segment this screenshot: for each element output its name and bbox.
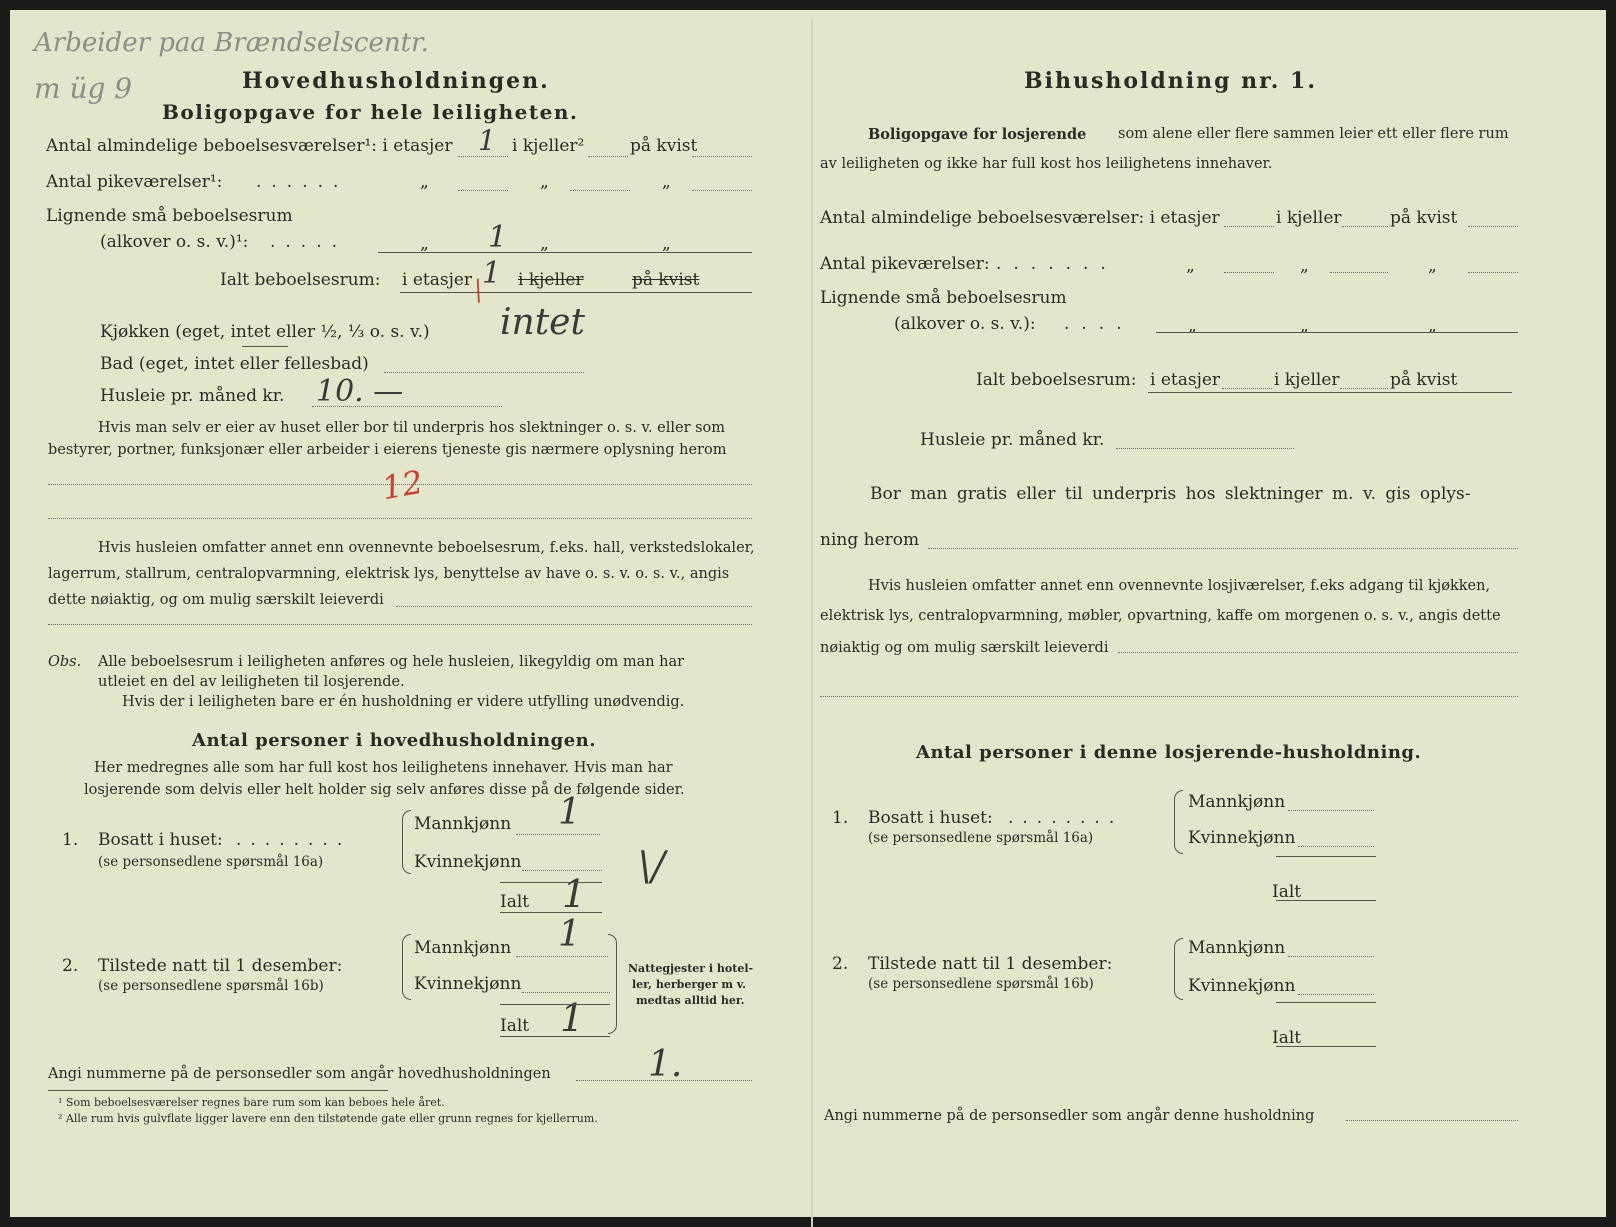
- eier-instruction-line2: bestyrer, portner, funksjonær eller arbeider i eierens tjeneste gis nærmere oplysning herom: [48, 442, 727, 458]
- left-title: Hovedhusholdningen.: [242, 68, 550, 94]
- q1-ialt-line-top: [1276, 856, 1376, 857]
- handwritten-q2-ialt: 1: [560, 996, 585, 1040]
- ditto-mark: „: [1428, 256, 1437, 276]
- obs-line3: Hvis der i leiligheten bare er én husholdning er videre utfylling unødvendig.: [122, 694, 685, 710]
- line-eier-1: [48, 484, 752, 485]
- line-angi: [576, 1080, 752, 1081]
- ditto-mark: „: [1188, 316, 1197, 336]
- q2-mannkjonn: Mannkjønn: [414, 938, 512, 958]
- left-subtitle: Boligopgave for hele leiligheten.: [162, 100, 579, 124]
- row-antal-almindelige: Antal almindelige beboelsesværelser: i etasjer: [820, 208, 1220, 228]
- line-pike-etasjer: [458, 190, 508, 191]
- line-ialt: [1148, 392, 1512, 393]
- q1-kvinne-line: [1298, 846, 1374, 847]
- row-pikevaerelser: Antal pikeværelser:: [820, 254, 990, 274]
- q2-ialt: Ialt: [1272, 1028, 1302, 1048]
- row-lignende: Lignende små beboelsesrum: [820, 288, 1067, 308]
- q2-number: 2.: [62, 956, 79, 976]
- handwritten-kjokken: intet: [500, 302, 585, 343]
- q2-ialt-line-top: [1276, 1002, 1376, 1003]
- nattegjester-line1: Nattegjester i hotel-: [628, 962, 754, 975]
- q1-kvinnekjonn: Kvinnekjønn: [1188, 828, 1296, 848]
- intro-line2: av leiligheten og ikke har full kost hos leilighetens innehaver.: [820, 156, 1273, 172]
- q1-mann-line: [516, 834, 600, 835]
- q1-kvinnekjonn: Kvinnekjønn: [414, 852, 522, 872]
- omfatter-line1: Hvis husleien omfatter annet enn ovennevnte losjiværelser, f.eks adgang til kjøkken,: [868, 578, 1491, 594]
- line-omfatter-2: [48, 624, 752, 625]
- ialt-kjeller-struck: i kjeller: [518, 270, 584, 290]
- row-kjokken: Kjøkken (eget, intet eller ½, ⅓ o. s. v.): [100, 322, 430, 342]
- handwritten-q1-mann: 1: [558, 792, 581, 833]
- q1-label: Bosatt i huset:: [98, 830, 223, 850]
- q1-sub: (se personsedlene spørsmål 16a): [98, 854, 324, 870]
- census-form-sheet: [10, 10, 1606, 1217]
- obs-line1: Alle beboelsesrum i leiligheten anføres og hele husleien, likegyldig om man har: [98, 654, 685, 670]
- omfatter-line3: dette nøiaktig, og om mulig særskilt leieverdi: [48, 592, 384, 608]
- leader-dots: .....: [270, 232, 348, 252]
- q2-ialt: Ialt: [500, 1016, 530, 1036]
- line-omfatter-2: [820, 696, 1518, 697]
- row-pikevaerelser: Antal pikeværelser¹:: [46, 172, 223, 192]
- line-kvist: [692, 156, 752, 157]
- q1-label: Bosatt i huset:: [868, 808, 993, 828]
- q2-number: 2.: [832, 954, 849, 974]
- row-ialt-beboelsesrum: Ialt beboelsesrum:: [976, 370, 1137, 390]
- q2-mann-line: [1288, 956, 1374, 957]
- q1-mann-line: [1288, 810, 1374, 811]
- row-ialt-beboelsesrum: Ialt beboelsesrum:: [220, 270, 381, 290]
- q2-kvinnekjonn: Kvinnekjønn: [414, 974, 522, 994]
- ialt-kvist: på kvist: [1390, 370, 1458, 390]
- q1-ialt: Ialt: [500, 892, 530, 912]
- q2-ialt-line-bottom: [500, 1036, 610, 1037]
- q2-kvinne-line: [522, 992, 610, 993]
- leader-dots: .......: [996, 254, 1118, 274]
- red-mark-12: 12: [379, 462, 426, 508]
- line-ialt-kjeller: [1340, 388, 1388, 389]
- line-omfatter-1: [1118, 652, 1518, 653]
- q2-sub: (se personsedlene spørsmål 16b): [868, 976, 1094, 992]
- q2-label: Tilstede natt til 1 desember:: [98, 956, 343, 976]
- nattegjester-line2: ler, herberger m v.: [632, 978, 747, 991]
- ditto-mark: „: [420, 172, 429, 192]
- red-check-mark: /: [467, 275, 490, 307]
- personer-title: Antal personer i hovedhusholdningen.: [192, 730, 597, 751]
- angi-nummerne: Angi nummerne på de personsedler som angår denne husholdning: [824, 1108, 1315, 1124]
- line-alkover: [378, 252, 752, 253]
- line-alkover: [1156, 332, 1518, 333]
- leader-dots: ......: [256, 172, 349, 192]
- omfatter-line1: Hvis husleien omfatter annet enn ovennevnte beboelsesrum, f.eks. hall, verkstedslokaler,: [98, 540, 755, 556]
- handwritten-angi: 1.: [648, 1044, 683, 1085]
- footnote-2: ² Alle rum hvis gulvflate ligger lavere enn den tilstøtende gate eller grunn regnes for kjellerrum.: [58, 1112, 598, 1125]
- row-husleie: Husleie pr. måned kr.: [920, 430, 1105, 450]
- footnote-divider: [48, 1090, 388, 1091]
- leader-dots: ........: [1008, 808, 1124, 828]
- row-lignende: Lignende små beboelsesrum: [46, 206, 293, 226]
- q2-brace: [402, 934, 411, 1000]
- handwritten-q1-ialt: 1: [562, 872, 587, 916]
- eier-instruction-line1: Hvis man selv er eier av huset eller bor til underpris hos slektninger o. s. v. eller som: [98, 420, 726, 436]
- q1-number: 1.: [62, 830, 79, 850]
- ditto-mark: „: [540, 172, 549, 192]
- ditto-mark: „: [1300, 316, 1309, 336]
- obs-line2: utleiet en del av leiligheten til losjerende.: [98, 674, 405, 690]
- q2-ialt-line-bottom: [1276, 1046, 1376, 1047]
- left-page-hovedhusholdning: [10, 10, 800, 1217]
- line-etasjer: [1224, 226, 1274, 227]
- line-omfatter-1: [396, 606, 752, 607]
- ialt-etasjer: i etasjer: [1150, 370, 1221, 390]
- line-pike-1: [1224, 272, 1274, 273]
- omfatter-line3: nøiaktig og om mulig særskilt leieverdi: [820, 640, 1109, 656]
- line-eier-2: [48, 518, 752, 519]
- q1-mannkjonn: Mannkjønn: [1188, 792, 1286, 812]
- line-ialt: [400, 292, 752, 293]
- ditto-mark: „: [662, 172, 671, 192]
- line-etasjer: [458, 156, 508, 157]
- ialt-kjeller: i kjeller: [1274, 370, 1340, 390]
- obs-label: Obs.: [48, 654, 82, 670]
- line-pike-kjeller: [570, 190, 630, 191]
- ialt-etasjer: i etasjer: [402, 270, 473, 290]
- row-alkover: (alkover o. s. v.):: [894, 314, 1036, 334]
- line-gratis: [928, 548, 1518, 549]
- q1-ialt-line-bottom: [500, 912, 602, 913]
- q1-ialt-line-top: [500, 882, 602, 883]
- line-kjeller: [588, 156, 628, 157]
- q1-sub: (se personsedlene spørsmål 16a): [868, 830, 1094, 846]
- row-antal-almindelige: Antal almindelige beboelsesværelser¹: i etasjer: [46, 136, 453, 156]
- line-pike-3: [1468, 272, 1518, 273]
- line-husleie: [1116, 448, 1294, 449]
- intro-bold: Boligopgave for losjerende: [868, 126, 1087, 143]
- personer-title: Antal personer i denne losjerende-husholdning.: [916, 742, 1422, 763]
- ialt-kvist-struck: på kvist: [632, 270, 700, 290]
- q2-right-brace: [608, 934, 617, 1034]
- ditto-mark: „: [662, 234, 671, 254]
- handwritten-q2-mann: 1: [558, 914, 581, 955]
- line-pike-kvist: [692, 190, 752, 191]
- q1-number: 1.: [832, 808, 849, 828]
- angi-nummerne: Angi nummerne på de personsedler som angår hovedhusholdningen: [48, 1066, 551, 1082]
- q2-mann-line: [516, 956, 608, 957]
- gratis-line2: ning herom: [820, 530, 920, 550]
- line-angi: [1346, 1120, 1518, 1121]
- row-bad: Bad (eget, intet eller fellesbad): [100, 354, 369, 374]
- ditto-mark: „: [1300, 256, 1309, 276]
- handwritten-etasjer: 1: [478, 124, 496, 157]
- q1-kvinne-line: [522, 870, 602, 871]
- leader-dots: ........: [236, 830, 352, 850]
- row-alkover: (alkover o. s. v.)¹:: [100, 232, 249, 252]
- handwritten-check: \/: [638, 844, 665, 890]
- line-kjeller: [1342, 226, 1388, 227]
- q2-brace: [1174, 938, 1183, 1000]
- gratis-line1: Bor man gratis eller til underpris hos slektninger m. v. gis oplys-: [870, 484, 1471, 504]
- label-i-kjeller: i kjeller: [1276, 208, 1342, 228]
- label-i-kjeller: i kjeller²: [512, 136, 585, 156]
- q1-mannkjonn: Mannkjønn: [414, 814, 512, 834]
- q1-brace: [1174, 790, 1183, 854]
- line-pike-2: [1330, 272, 1388, 273]
- underline-intet: [242, 346, 288, 347]
- label-paa-kvist: på kvist: [630, 136, 698, 156]
- handwritten-alkover: 1: [488, 220, 508, 255]
- ditto-mark: „: [420, 234, 429, 254]
- q1-brace: [402, 810, 411, 874]
- handwritten-ialt: 1: [482, 256, 502, 291]
- nattegjester-line3: medtas alltid her.: [636, 994, 745, 1007]
- right-title: Bihusholdning nr. 1.: [1024, 68, 1317, 94]
- handwritten-note-occupation: Arbeider paa Brændselscentr.: [34, 28, 429, 58]
- personer-line2: losjerende som delvis eller helt holder sig selv anføres disse på de følgende sider.: [84, 782, 685, 798]
- ditto-mark: „: [1428, 316, 1437, 336]
- ditto-mark: „: [1186, 256, 1195, 276]
- q2-mannkjonn: Mannkjønn: [1188, 938, 1286, 958]
- omfatter-line2: lagerrum, stallrum, centralopvarmning, elektrisk lys, benyttelse av have o. s. v. o. s. v., angis: [48, 566, 730, 582]
- q1-ialt: Ialt: [1272, 882, 1302, 902]
- q2-label: Tilstede natt til 1 desember:: [868, 954, 1113, 974]
- leader-dots: ....: [1064, 314, 1134, 334]
- line-ialt-etasjer: [1222, 388, 1272, 389]
- row-husleie: Husleie pr. måned kr.: [100, 386, 285, 406]
- intro-line1: som alene eller flere sammen leier ett eller flere rum: [1118, 126, 1509, 142]
- q1-ialt-line-bottom: [1276, 900, 1376, 901]
- line-bad: [384, 372, 584, 373]
- line-husleie: [312, 406, 502, 407]
- label-paa-kvist: på kvist: [1390, 208, 1458, 228]
- q2-kvinne-line: [1298, 994, 1374, 995]
- q2-kvinnekjonn: Kvinnekjønn: [1188, 976, 1296, 996]
- line-kvist: [1468, 226, 1518, 227]
- handwritten-husleie: 10. —: [316, 374, 404, 409]
- omfatter-line2: elektrisk lys, centralopvarmning, møbler, opvartning, kaffe om morgenen o. s. v., angis dette: [820, 608, 1501, 624]
- personer-line1: Her medregnes alle som har full kost hos leilighetens innehaver. Hvis man har: [94, 760, 673, 776]
- handwritten-note-code: m üg 9: [34, 72, 133, 105]
- q2-ialt-line-top: [500, 1004, 610, 1005]
- ditto-mark: „: [540, 234, 549, 254]
- right-page-bihusholdning: [810, 10, 1606, 1217]
- footnote-1: ¹ Som beboelsesværelser regnes bare rum som kan beboes hele året.: [58, 1096, 445, 1109]
- q2-sub: (se personsedlene spørsmål 16b): [98, 978, 324, 994]
